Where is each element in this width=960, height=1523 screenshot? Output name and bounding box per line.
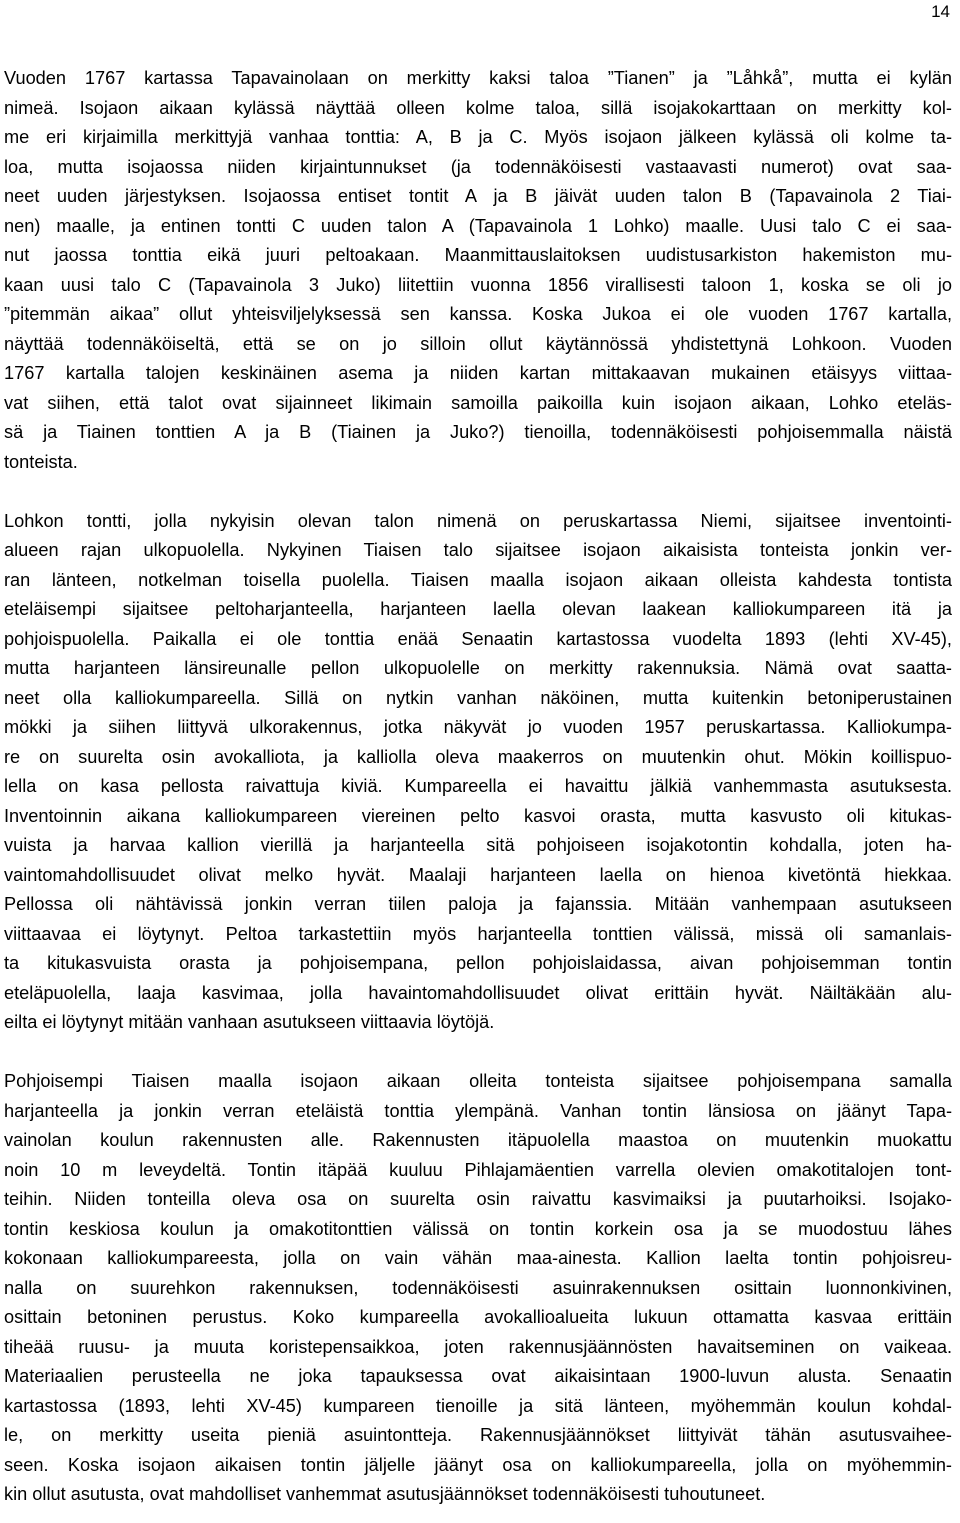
text-line: viittaavaa ei löytynyt. Peltoa tarkastettiin myös harjanteella tonttien välissä, missä oli samanlais- xyxy=(4,923,952,944)
text-line: le, on merkitty useita pieniä asuintontteja. Rakennusjäännökset liittyivät tähän asutusvaihee- xyxy=(4,1425,952,1445)
text-line: vainolan koulun rakennusten alle. Rakennusten itäpuolella maastoa on muutenkin muokattu xyxy=(4,1130,952,1150)
text-line: näyttää todennäköiseltä, että se on jo silloin ollut käytännössä yhdistettynä Lohkoon. Vuoden xyxy=(4,333,952,354)
text-line: vuista ja harvaa kallion vierillä ja harjanteella sitä pohjoiseen isojakotontin kohdalla, joten ha- xyxy=(4,835,952,855)
text-line: teihin. Niiden tonteilla oleva osa on suurelta osin raivattu kasvimaiksi ja puutarhoiksi. Isojako- xyxy=(4,1189,952,1209)
text-line: Inventoinnin aikana kalliokumpareen viereinen pelto kasvoi orasta, mutta kasvusto oli kitukas- xyxy=(4,805,952,826)
text-line: eilta ei löytynyt mitään vanhaan asutukseen viittaavia löytöjä. xyxy=(4,1012,495,1032)
text-line: noin 10 m leveydeltä. Tontin itäpää kuuluu Pihlajamäentien varrella olevien omakotitalojen tont- xyxy=(4,1159,952,1180)
paragraph-spacer xyxy=(4,477,952,507)
paragraph xyxy=(4,1067,952,1510)
text-line: nen) maalle, ja entinen tontti C uuden talon A (Tapavainola 1 Lohko) maalle. Uusi talo C ei saa- xyxy=(4,215,952,236)
text-line: mutta harjanteen länsireunalle pellon ulkopuolelle on merkitty rakennuksia. Nämä ovat saatta- xyxy=(4,658,952,678)
text-line: kartastossa (1893, lehti XV-45) kumpareen tienoille ja sitä länteen, myöhemmän koulun kohdal- xyxy=(4,1395,952,1416)
text-line: me eri kirjaimilla merkittyjä vanhaa tonttia: A, B ja C. Myös isojaon jälkeen kylässä oli kolme ta- xyxy=(4,127,952,147)
text-line: Vuoden 1767 kartassa Tapavainolaan on merkitty kaksi taloa ”Tianen” ja ”Låhkå”, mutta ei kylän xyxy=(4,68,952,88)
text-line: mökki ja siihen liittyvä ulkorakennus, jotka näkyvät jo vuoden 1957 peruskartassa. Kalliokumpa- xyxy=(4,717,952,737)
text-line: nalla on suurehkon rakennuksen, todennäköisesti asuinrakennuksen osittain luonnonkivinen, xyxy=(4,1277,952,1298)
text-line: harjanteella ja jonkin verran eteläistä tonttia ylempänä. Vanhan tontin länsiosa on jäänyt Tapa- xyxy=(4,1100,952,1121)
text-line: neet olla kalliokumpareella. Sillä on nytkin vanhan näköinen, mutta kuitenkin betoniperustainen xyxy=(4,687,952,708)
text-line: eteläpuolella, laaja kasvimaa, jolla havaintomahdollisuudet olivat erittäin hyvät. Näiltäkään alu- xyxy=(4,982,952,1003)
text-line: Pohjoisempi Tiaisen maalla isojaon aikaan olleita tonteista sijaitsee pohjoisempana samalla xyxy=(4,1071,952,1091)
text-line: kokonaan kalliokumpareesta, jolla on vain vähän maa-ainesta. Kallion laelta tontin pohjoisreu- xyxy=(4,1248,952,1268)
paragraph xyxy=(4,507,952,1038)
text-line: ran länteen, notkelman toisella puolella. Tiaisen maalla isojaon aikaan olleista kahdesta tontista xyxy=(4,569,952,590)
paragraph xyxy=(4,64,952,477)
text-line: Lohkon tontti, jolla nykyisin olevan talon nimenä on peruskartassa Niemi, sijaitsee inventointi- xyxy=(4,510,952,531)
text-line: nut jaossa tonttia eikä juuri peltoakaan. Maanmittauslaitoksen uudistusarkiston hakemiston mu- xyxy=(4,245,952,265)
text-line: lella on kasa pellosta raivattuja kiviä. Kumpareella ei havaittu jälkiä vanhemmasta asutuksesta. xyxy=(4,776,952,796)
text-line: loa, mutta isojaossa niiden kirjaintunnukset (ja todennäköisesti vastaavasti numerot) ovat saa- xyxy=(4,156,952,177)
text-line: sä ja Tiainen tonttien A ja B (Tiainen ja Juko?) tienoilla, todennäköisesti pohjoisemmalla näistä xyxy=(4,422,952,442)
text-line: pohjoispuolella. Paikalla ei ole tonttia enää Senaatin kartastossa vuodelta 1893 (lehti XV-45), xyxy=(4,628,952,649)
text-line: re on suurelta osin avokalliota, ja kalliolla oleva maakerros on muutenkin ohut. Mökin koillispuo- xyxy=(4,746,952,767)
text-line: tiheää ruusu- ja muuta koristepensaikkoa, joten rakennusjäännösten havaitseminen on vaikeaa. xyxy=(4,1336,952,1357)
text-line: neet uuden järjestyksen. Isojaossa entiset tontit A ja B jäivät uuden talon B (Tapavainola 2 Tiai- xyxy=(4,186,952,206)
text-line: ta kitukasvuista orasta ja pohjoisempana, pellon pohjoislaidassa, aivan pohjoisemman tontin xyxy=(4,953,952,973)
text-line: ”pitemmän aikaa” ollut yhteisviljelyksessä sen kanssa. Koska Jukoa ei ole vuoden 1767 kartalla, xyxy=(4,304,952,324)
text-line: kaan uusi talo C (Tapavainola 3 Juko) liitettiin vuonna 1856 virallisesti taloon 1, koska se oli jo xyxy=(4,274,952,295)
document-body xyxy=(4,64,952,1510)
text-line: Pellossa oli nähtävissä jonkin verran tiilen paloja ja fajanssia. Mitään vanhempaan asutukseen xyxy=(4,894,952,914)
text-line: osittain betoninen perustus. Koko kumpareella avokallioalueita lukuun ottamatta kasvaa erittäin xyxy=(4,1307,952,1327)
text-line: seen. Koska isojaon aikaisen tontin jäljelle jäänyt osa on kalliokumpareella, jolla on myöhemmin- xyxy=(4,1454,952,1475)
text-line: Materiaalien perusteella ne joka tapauksessa ovat aikaisintaan 1900-luvun alusta. Senaatin xyxy=(4,1366,952,1386)
text-line: kin ollut asutusta, ovat mahdolliset vanhemmat asutusjäännökset todennäköisesti tuhoutuneet. xyxy=(4,1484,766,1504)
text-line: alueen rajan ulkopuolella. Nykyinen Tiaisen talo sijaitsee isojaon aikaisista tonteista jonkin ver- xyxy=(4,540,952,560)
text-line: nimeä. Isojaon aikaan kylässä näyttää olleen kolme taloa, sillä isojakokarttaan on merkitty kol- xyxy=(4,97,952,118)
text-line: vaintomahdollisuudet olivat melko hyvät. Maalaji harjanteen laella on hienoa kivetöntä hiekkaa. xyxy=(4,864,952,885)
text-line: eteläisempi sijaitsee peltoharjanteella, harjanteen laella olevan laakean kalliokumpareen itä ja xyxy=(4,599,952,619)
paragraph-spacer xyxy=(4,1038,952,1068)
page-number: 14 xyxy=(931,2,950,21)
text-line: 1767 kartalla talojen keskinäinen asema ja niiden kartan mittakaavan mukainen etäisyys viittaa- xyxy=(4,363,952,383)
text-line: tontin keskiosa koulun ja omakotitonttien välissä on tontin korkein osa ja se muodostuu lähes xyxy=(4,1218,952,1239)
text-line: vat siihen, että talot ovat sijainneet likimain samoilla paikoilla kuin isojaon aikaan, Lohko eteläs- xyxy=(4,392,952,413)
text-line: tonteista. xyxy=(4,451,78,472)
